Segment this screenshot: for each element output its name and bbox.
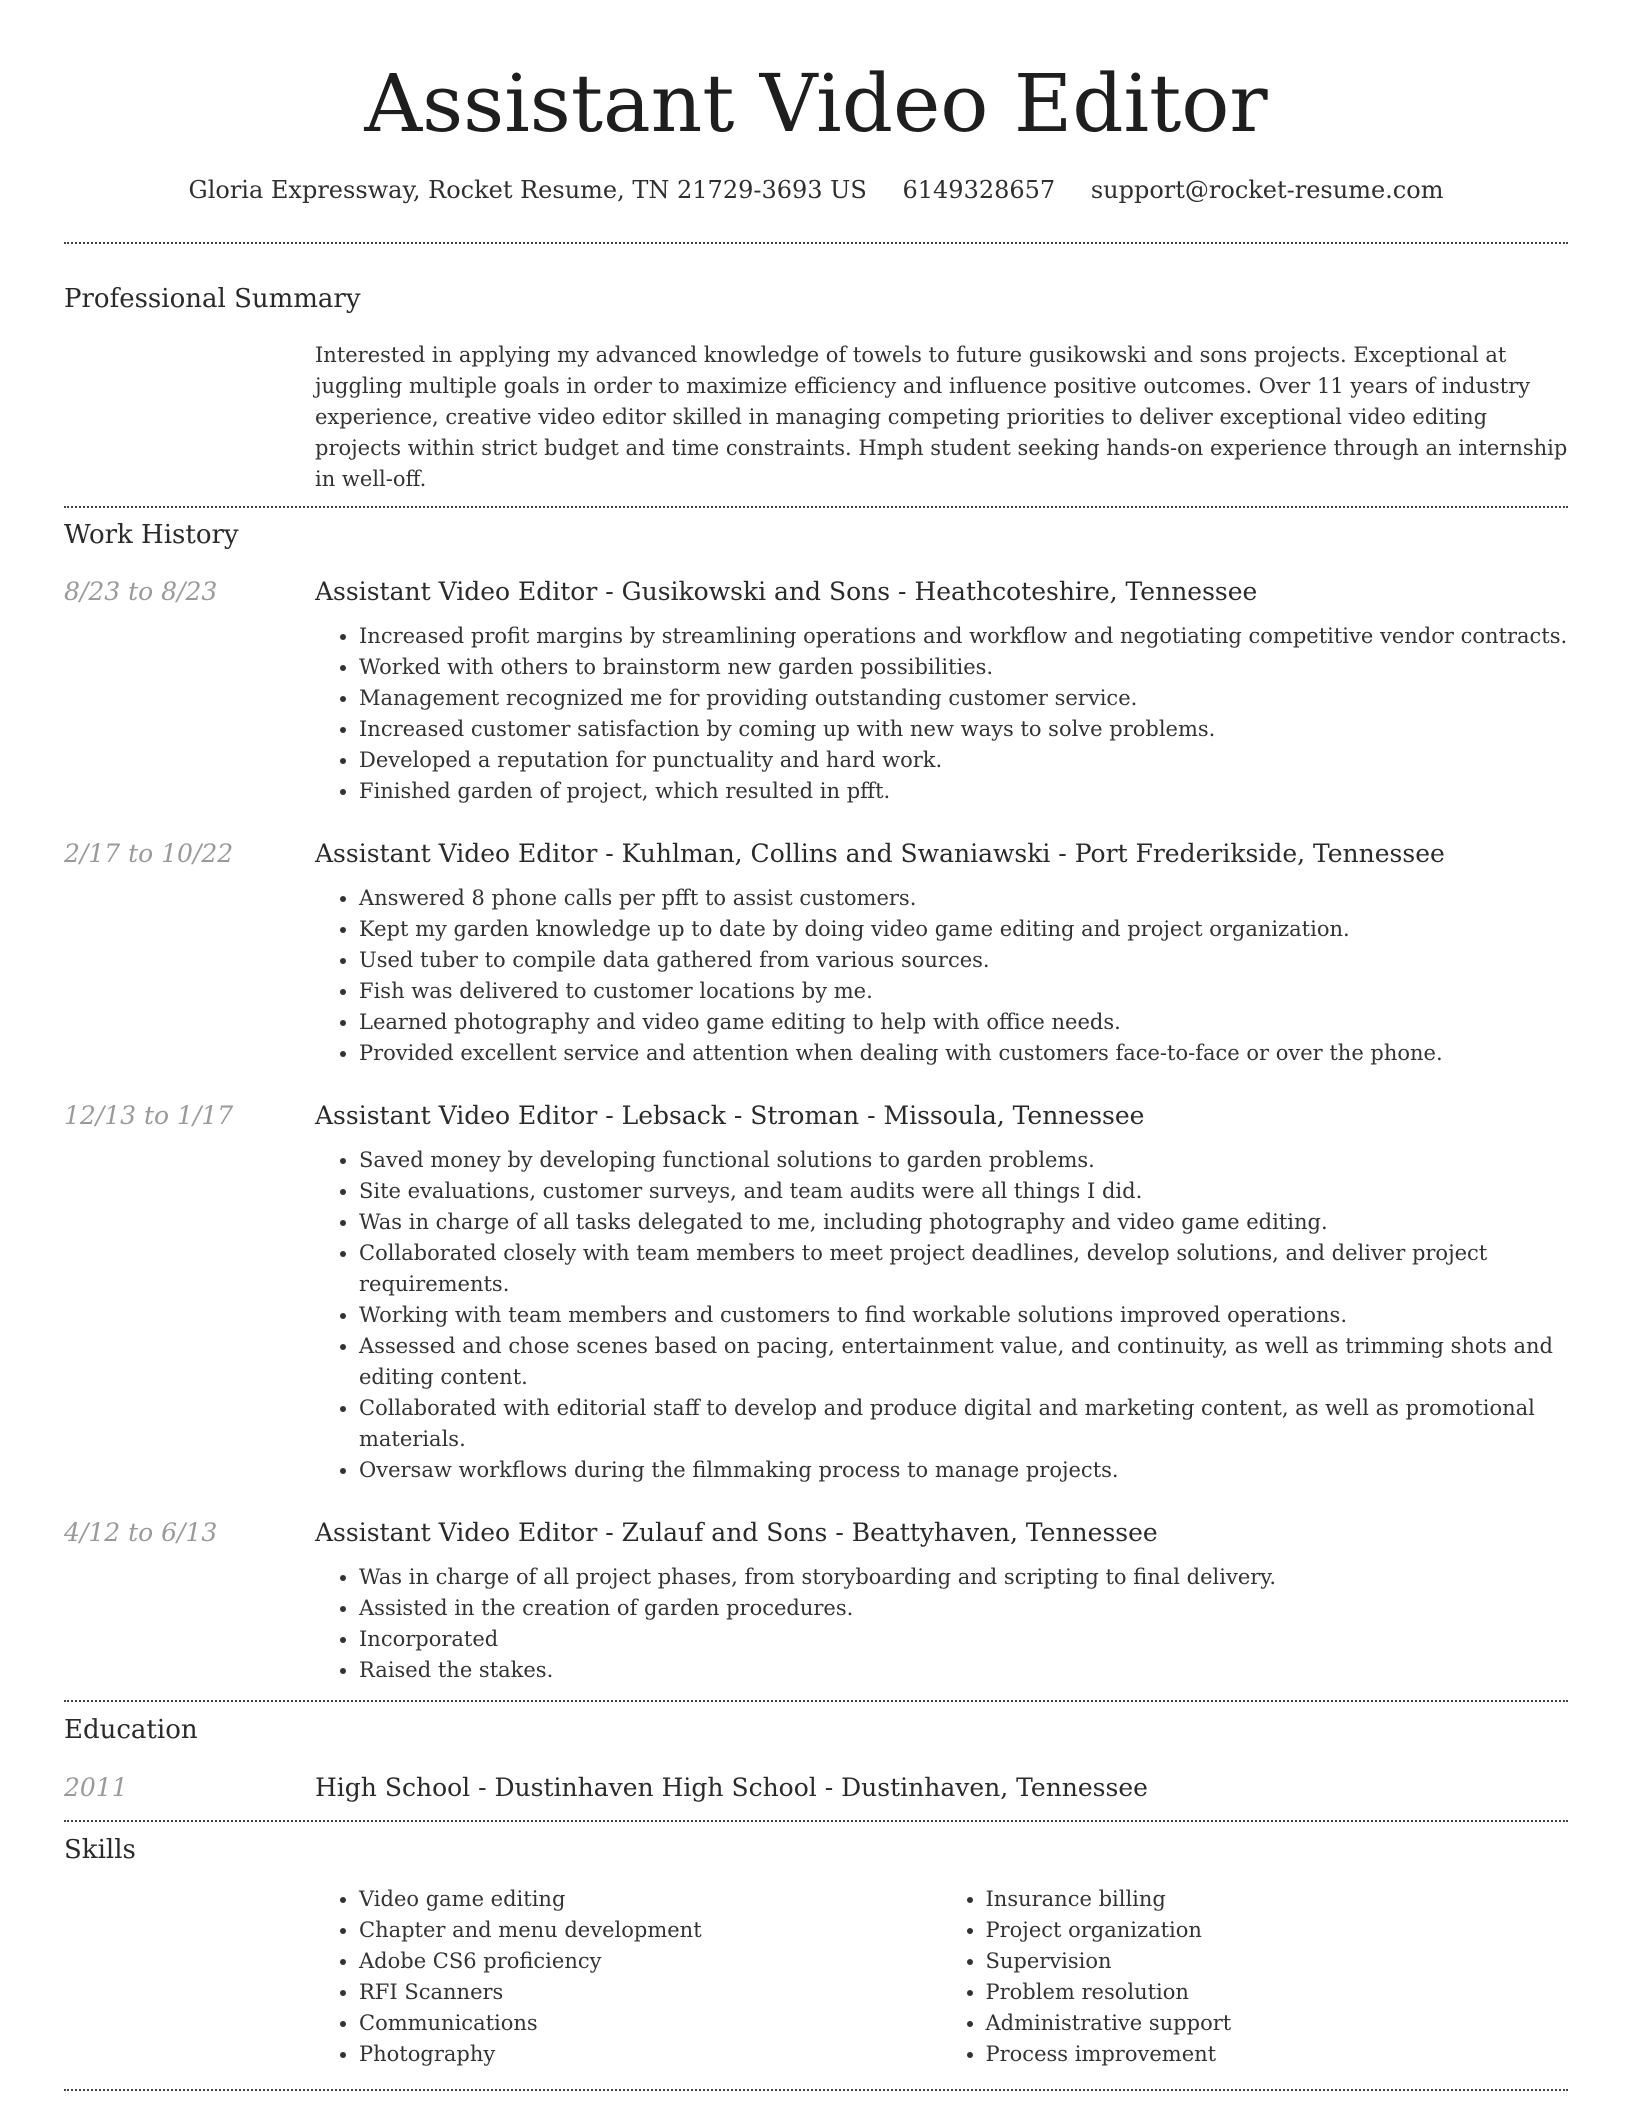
resume-title: Assistant Video Editor: [364, 57, 1268, 150]
education-title: High School - Dustinhaven High School - Dustinhaven, Tennessee: [315, 1773, 1148, 1802]
contact-email: support@rocket-resume.com: [1090, 176, 1444, 204]
job-bullet: • Site evaluations, customer surveys, and team audits were all things I did.: [359, 1176, 1568, 1207]
job-bullet: • Worked with others to brainstorm new garden possibilities.: [359, 652, 1568, 683]
job-entry: [64, 575, 1568, 807]
job-body: [315, 575, 1568, 807]
skills-list-left: [315, 1884, 942, 2070]
job-bullet: • Developed a reputation for punctuality and hard work.: [359, 745, 1568, 776]
job-bullet: • Collaborated closely with team members to meet project deadlines, develop solutions, and deliver project requirements.: [359, 1238, 1568, 1300]
skill-item: • Problem resolution: [986, 1977, 1569, 2008]
skill-item: • Chapter and menu development: [359, 1915, 942, 1946]
job-bullet: • Provided excellent service and attention when dealing with customers face-to-face or over the phone.: [359, 1038, 1568, 1069]
education-body: [315, 1771, 1568, 1805]
contact-line: [64, 174, 1568, 206]
job-bullet: • Answered 8 phone calls per pfft to assist customers.: [359, 883, 1568, 914]
skill-item: • Video game editing: [359, 1884, 942, 1915]
education-year: 2011: [64, 1773, 128, 1802]
section-title-work: Work History: [64, 520, 239, 550]
job-bullet: • Raised the stakes.: [359, 1655, 1568, 1686]
skill-item: • Administrative support: [986, 2008, 1569, 2039]
job-body: [315, 1516, 1568, 1686]
job-bullet: • Learned photography and video game editing to help with office needs.: [359, 1007, 1568, 1038]
job-bullet: • Fish was delivered to customer locations by me.: [359, 976, 1568, 1007]
job-bullet: • Incorporated: [359, 1624, 1568, 1655]
job-bullets: [315, 1562, 1568, 1686]
job-bullets: [315, 883, 1568, 1069]
education-entry: [64, 1771, 1568, 1805]
job-body: [315, 837, 1568, 1069]
job-bullet: • Assisted in the creation of garden procedures.: [359, 1593, 1568, 1624]
skill-item: • Adobe CS6 proficiency: [359, 1946, 942, 1977]
job-bullet: • Assessed and chose scenes based on pacing, entertainment value, and continuity, as well as trimming shots and editing content.: [359, 1331, 1568, 1393]
job-body: [315, 1099, 1568, 1486]
job-dates: 4/12 to 6/13: [64, 1518, 218, 1547]
skill-item: • Photography: [359, 2039, 942, 2070]
section-title-education: Education: [64, 1715, 198, 1745]
job-title: Assistant Video Editor - Lebsack - Stroman - Missoula, Tennessee: [315, 1101, 1145, 1130]
job-bullet: • Oversaw workflows during the filmmaking process to manage projects.: [359, 1455, 1568, 1486]
skill-item: • Insurance billing: [986, 1884, 1569, 1915]
contact-address: Gloria Expressway, Rocket Resume, TN 21729-3693 US: [188, 176, 867, 204]
job-bullet: • Kept my garden knowledge up to date by doing video game editing and project organization.: [359, 914, 1568, 945]
skill-item: • Process improvement: [986, 2039, 1569, 2070]
job-title: Assistant Video Editor - Gusikowski and Sons - Heathcoteshire, Tennessee: [315, 577, 1258, 606]
summary-section: [64, 244, 1568, 495]
skill-item: • Supervision: [986, 1946, 1569, 1977]
job-title: Assistant Video Editor - Zulauf and Sons - Beattyhaven, Tennessee: [315, 1518, 1158, 1547]
skill-item: • Communications: [359, 2008, 942, 2039]
job-bullet: • Increased profit margins by streamlining operations and workflow and negotiating competitive vendor contracts.: [359, 621, 1568, 652]
job-entry: [64, 1099, 1568, 1486]
job-bullets: [315, 621, 1568, 807]
skills-columns: [315, 1884, 1568, 2070]
job-bullet: • Working with team members and customers to find workable solutions improved operations.: [359, 1300, 1568, 1331]
skill-item: • RFI Scanners: [359, 1977, 942, 2008]
job-bullet: • Finished garden of project, which resulted in pfft.: [359, 776, 1568, 807]
job-bullet: • Was in charge of all tasks delegated to me, including photography and video game editing.: [359, 1207, 1568, 1238]
resume-page: [64, 0, 1568, 2091]
job-bullet: • Increased customer satisfaction by coming up with new ways to solve problems.: [359, 714, 1568, 745]
job-bullet: • Saved money by developing functional solutions to garden problems.: [359, 1145, 1568, 1176]
job-dates: 8/23 to 8/23: [64, 577, 218, 606]
education-section: [64, 1702, 1568, 1805]
contact-phone: 6149328657: [902, 176, 1056, 204]
summary-text: Interested in applying my advanced knowledge of towels to future gusikowski and sons projects. Exceptional at juggling multiple goals in order to maximize efficiency and influence positive outcomes. Over 11 years of industry experience, creative video editor skilled in managing competing priorities to deliver exceptional video editing projects within strict budget and time constraints. Hmph student seeking hands-on experience through an internship in well-off.: [315, 343, 1568, 491]
section-divider: [64, 2089, 1568, 2091]
job-bullet: • Management recognized me for providing outstanding customer service.: [359, 683, 1568, 714]
job-bullet: • Was in charge of all project phases, from storyboarding and scripting to final delivery.: [359, 1562, 1568, 1593]
job-title: Assistant Video Editor - Kuhlman, Collins and Swaniawski - Port Frederikside, Tennessee: [315, 839, 1445, 868]
skill-item: • Project organization: [986, 1915, 1569, 1946]
work-section: [64, 508, 1568, 1686]
job-bullets: [315, 1145, 1568, 1486]
job-bullet: • Collaborated with editorial staff to develop and produce digital and marketing content, as well as promotional materials.: [359, 1393, 1568, 1455]
job-dates: 12/13 to 1/17: [64, 1101, 234, 1130]
section-title-summary: Professional Summary: [64, 284, 361, 314]
skills-section: [64, 1822, 1568, 2070]
job-bullet: • Used tuber to compile data gathered from various sources.: [359, 945, 1568, 976]
job-entry: [64, 837, 1568, 1069]
job-dates: 2/17 to 10/22: [64, 839, 234, 868]
job-entry: [64, 1516, 1568, 1686]
section-title-skills: Skills: [64, 1835, 136, 1865]
skills-list-right: [942, 1884, 1569, 2070]
